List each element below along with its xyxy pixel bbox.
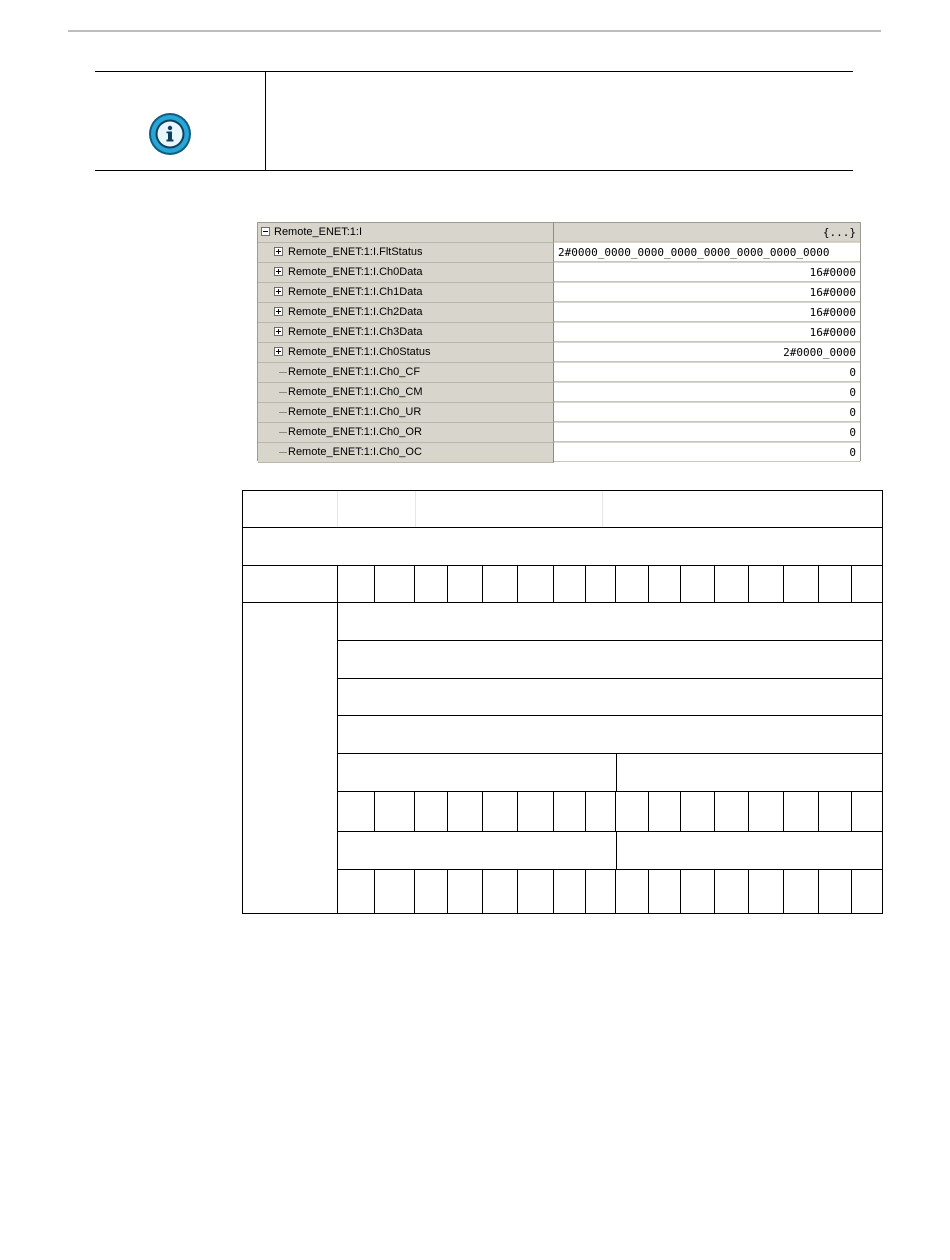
tag-value-cell[interactable]: 0 bbox=[554, 423, 860, 442]
tag-value-cell[interactable]: 16#0000 bbox=[554, 303, 860, 322]
tag-value-cell[interactable]: {...} bbox=[554, 223, 860, 242]
table-column-divider bbox=[337, 491, 338, 527]
bit-cell-divider bbox=[783, 791, 784, 831]
tag-value-cell[interactable]: 0 bbox=[554, 363, 860, 382]
bit-cell-divider bbox=[680, 869, 681, 913]
table-column-divider bbox=[616, 831, 617, 869]
bit-cell-divider bbox=[748, 869, 749, 913]
note-box bbox=[95, 71, 853, 171]
bit-cell-divider bbox=[648, 869, 649, 913]
bit-cell-divider bbox=[482, 791, 483, 831]
expand-icon[interactable] bbox=[274, 287, 283, 296]
expand-icon[interactable] bbox=[274, 247, 283, 256]
tag-row[interactable] bbox=[258, 283, 860, 303]
tag-value-cell[interactable]: 0 bbox=[554, 403, 860, 422]
bit-cell-divider bbox=[648, 565, 649, 602]
tag-value-cell[interactable]: 16#0000 bbox=[554, 323, 860, 342]
tag-name-label: Remote_ENET:1:I.Ch0_OC bbox=[288, 446, 422, 458]
tag-row[interactable] bbox=[258, 403, 860, 423]
bit-cell-divider bbox=[374, 565, 375, 602]
tag-value-cell[interactable]: 16#0000 bbox=[554, 283, 860, 302]
tag-value-cell[interactable]: 16#0000 bbox=[554, 263, 860, 282]
expand-icon[interactable] bbox=[274, 267, 283, 276]
bit-cell-divider bbox=[818, 869, 819, 913]
bit-cell-divider bbox=[447, 565, 448, 602]
table-row-divider bbox=[338, 831, 882, 832]
bit-cell-divider bbox=[585, 791, 586, 831]
tag-name-label: Remote_ENET:1:I.Ch0_CF bbox=[288, 366, 421, 378]
tree-connector bbox=[279, 452, 287, 453]
tag-row[interactable] bbox=[258, 363, 860, 383]
tag-row[interactable] bbox=[258, 303, 860, 323]
bit-cell-divider bbox=[714, 565, 715, 602]
bit-cell-divider bbox=[783, 565, 784, 602]
tag-name-cell bbox=[258, 323, 554, 343]
bit-cell-divider bbox=[517, 565, 518, 602]
tag-name-cell bbox=[258, 383, 554, 403]
tag-name-cell bbox=[258, 303, 554, 323]
bit-cell-divider bbox=[615, 791, 616, 831]
bit-cell-divider bbox=[680, 565, 681, 602]
bit-cell-divider bbox=[414, 565, 415, 602]
bit-cell-divider bbox=[818, 791, 819, 831]
bit-cell-divider bbox=[714, 791, 715, 831]
collapse-icon[interactable] bbox=[261, 227, 270, 236]
note-divider bbox=[265, 72, 266, 170]
tag-name-cell bbox=[258, 423, 554, 443]
table-column-divider bbox=[616, 753, 617, 791]
tag-value-cell[interactable]: 0 bbox=[554, 383, 860, 402]
tag-name-cell bbox=[258, 223, 554, 243]
tag-name-cell bbox=[258, 443, 554, 463]
bit-cell-divider bbox=[714, 869, 715, 913]
bit-cell-divider bbox=[615, 869, 616, 913]
table-row-divider bbox=[338, 640, 882, 641]
tag-row[interactable] bbox=[258, 323, 860, 343]
bit-cell-divider bbox=[414, 869, 415, 913]
bit-cell-divider bbox=[447, 869, 448, 913]
bit-cell-divider bbox=[374, 791, 375, 831]
bit-cell-divider bbox=[748, 565, 749, 602]
table-row-divider bbox=[243, 527, 882, 528]
bit-cell-divider bbox=[748, 791, 749, 831]
bit-cell-divider bbox=[783, 869, 784, 913]
tree-connector bbox=[279, 392, 287, 393]
bit-cell-divider bbox=[585, 565, 586, 602]
bit-cell-divider bbox=[680, 791, 681, 831]
bit-cell-divider bbox=[851, 565, 852, 602]
table-row-divider bbox=[338, 715, 882, 716]
bit-layout-table bbox=[242, 490, 883, 914]
tag-value-cell[interactable]: 2#0000_0000 bbox=[554, 343, 860, 362]
tree-connector bbox=[279, 372, 287, 373]
bit-cell-divider bbox=[447, 791, 448, 831]
bit-cell-divider bbox=[414, 791, 415, 831]
tag-row[interactable] bbox=[258, 423, 860, 443]
tag-name-cell bbox=[258, 363, 554, 383]
bit-cell-divider bbox=[648, 791, 649, 831]
tag-value-cell[interactable]: 0 bbox=[554, 443, 860, 462]
table-column-divider bbox=[415, 491, 416, 527]
table-column-divider bbox=[602, 491, 603, 527]
bit-cell-divider bbox=[818, 565, 819, 602]
table-row-divider bbox=[338, 678, 882, 679]
table-row-divider bbox=[243, 602, 882, 603]
bit-cell-divider bbox=[851, 869, 852, 913]
page-top-rule bbox=[68, 30, 881, 32]
expand-icon[interactable] bbox=[274, 347, 283, 356]
tag-name-label: Remote_ENET:1:I.Ch1Data bbox=[288, 286, 423, 298]
tree-connector bbox=[279, 412, 287, 413]
tag-row[interactable] bbox=[258, 443, 860, 463]
tag-name-label: Remote_ENET:1:I.Ch0Status bbox=[288, 346, 431, 358]
table-row-divider bbox=[338, 791, 882, 792]
bit-cell-divider bbox=[615, 565, 616, 602]
tag-monitor-grid bbox=[257, 222, 861, 461]
tag-name-label: Remote_ENET:1:I.Ch3Data bbox=[288, 326, 423, 338]
bit-cell-divider bbox=[482, 565, 483, 602]
tag-name-label: Remote_ENET:1:I.Ch0_OR bbox=[288, 426, 422, 438]
tag-name-cell bbox=[258, 263, 554, 283]
tag-name-label: Remote_ENET:1:I.Ch0_UR bbox=[288, 406, 422, 418]
tag-name-cell bbox=[258, 243, 554, 263]
bit-cell-divider bbox=[851, 791, 852, 831]
bit-cell-divider bbox=[517, 791, 518, 831]
bit-cell-divider bbox=[585, 869, 586, 913]
expand-icon[interactable] bbox=[274, 307, 283, 316]
tag-row[interactable] bbox=[258, 223, 860, 243]
tag-name-label: Remote_ENET:1:I.Ch2Data bbox=[288, 306, 423, 318]
table-row-divider bbox=[243, 565, 882, 566]
tag-name-label: Remote_ENET:1:I.Ch0Data bbox=[288, 266, 423, 278]
table-row-divider bbox=[338, 869, 882, 870]
tag-name-label: Remote_ENET:1:I.Ch0_CM bbox=[288, 386, 423, 398]
bit-cell-divider bbox=[374, 869, 375, 913]
tag-name-cell bbox=[258, 283, 554, 303]
tag-row[interactable] bbox=[258, 343, 860, 363]
table-row-divider bbox=[338, 753, 882, 754]
info-icon bbox=[148, 112, 192, 156]
table-column-divider bbox=[337, 565, 338, 913]
tag-name-label: Remote_ENET:1:I.FltStatus bbox=[288, 246, 423, 258]
bit-cell-divider bbox=[517, 869, 518, 913]
bit-cell-divider bbox=[482, 869, 483, 913]
tag-row[interactable] bbox=[258, 383, 860, 403]
tree-connector bbox=[279, 432, 287, 433]
tag-row[interactable] bbox=[258, 243, 860, 263]
tag-name-cell bbox=[258, 343, 554, 363]
expand-icon[interactable] bbox=[274, 327, 283, 336]
bit-cell-divider bbox=[553, 565, 554, 602]
bit-cell-divider bbox=[553, 869, 554, 913]
tag-row[interactable] bbox=[258, 263, 860, 283]
bit-cell-divider bbox=[553, 791, 554, 831]
tag-name-cell bbox=[258, 403, 554, 423]
tag-name-label: Remote_ENET:1:I bbox=[274, 226, 363, 238]
tag-value-cell[interactable]: 2#0000_0000_0000_0000_0000_0000_0000_0000 bbox=[554, 243, 860, 262]
